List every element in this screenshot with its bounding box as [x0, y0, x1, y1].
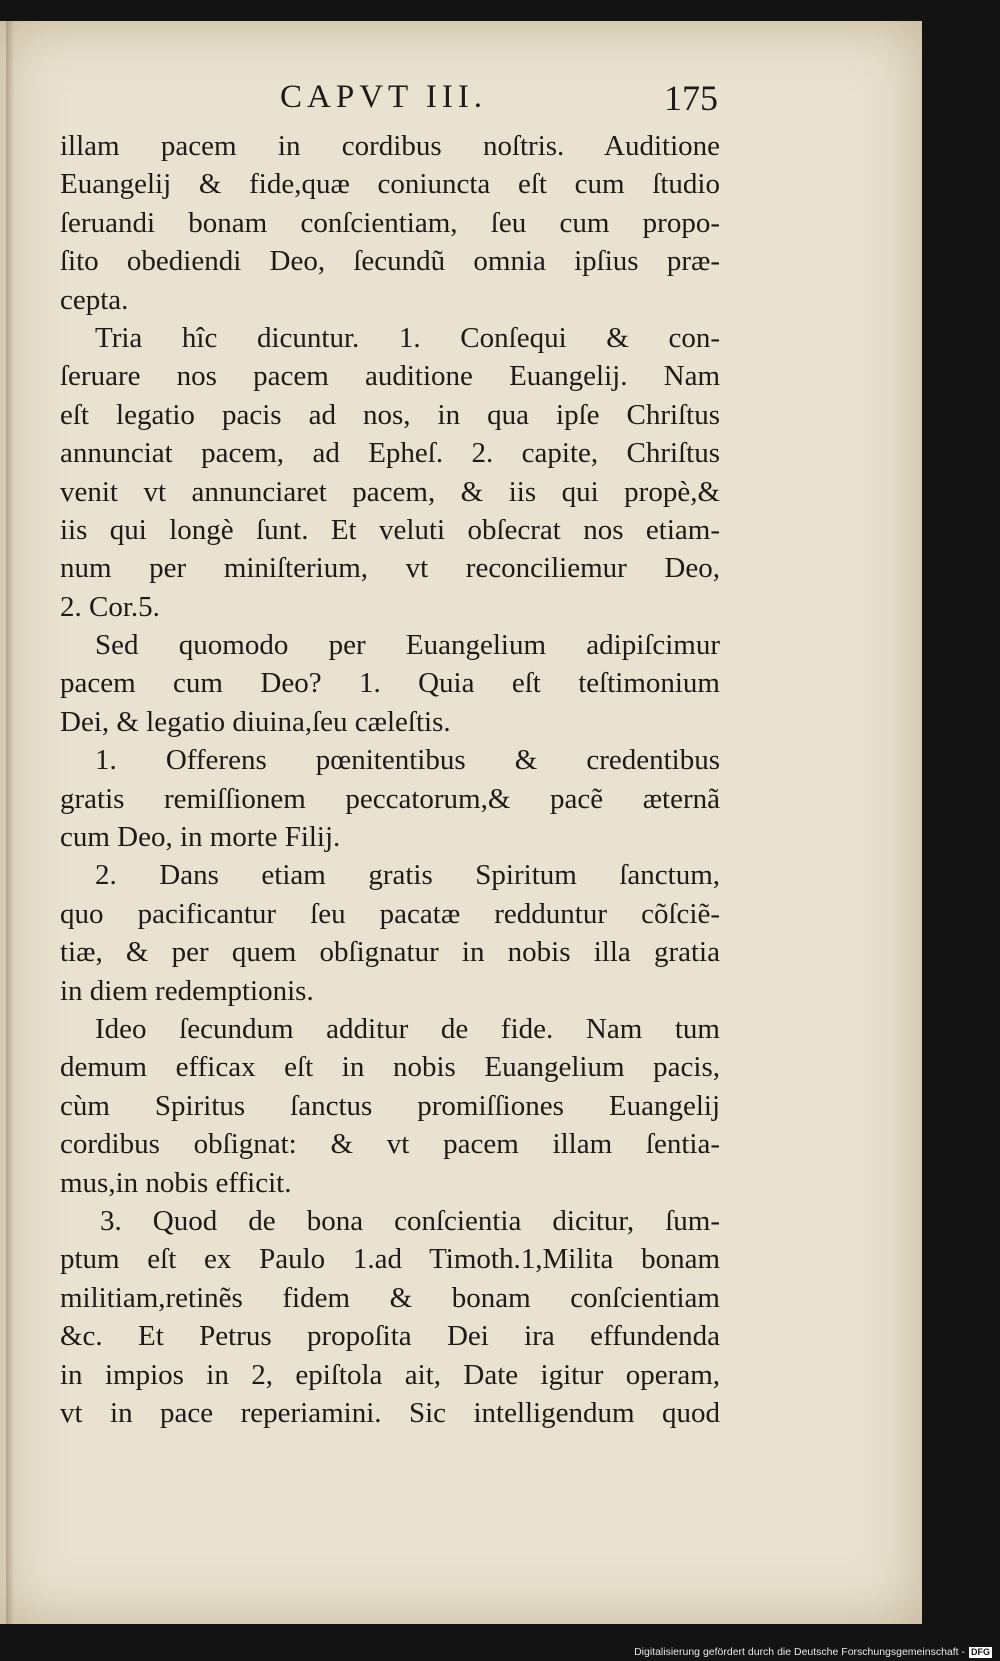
running-title: CAPVT III. [280, 79, 488, 115]
text-line: cum Deo, in morte Filij. [60, 821, 341, 854]
digitization-footer [634, 1646, 992, 1658]
text-line: num per miniſterium, vt reconciliemur Deo, [60, 552, 720, 585]
page-number: 175 [664, 78, 718, 118]
running-header [0, 69, 922, 125]
text-line: ſeruandi bonam conſcientiam, ſeu cum propo- [60, 206, 720, 239]
text-line: gratis remiſſionem peccatorum,& pacẽ æternã [60, 782, 720, 815]
text-line: cordibus obſignat: & vt pacem illam ſentia- [60, 1128, 720, 1161]
text-line: quo pacificantur ſeu pacatæ redduntur cõſciẽ- [60, 897, 720, 930]
text-line: cepta. [60, 283, 129, 316]
text-line: Sed quomodo per Euangelium adipiſcimur [95, 629, 720, 662]
text-line: vt in pace reperiamini. Sic intelligendum quod [60, 1396, 720, 1429]
text-line: Euangelij & fide,quæ coniuncta eſt cum ſtudio [60, 168, 720, 201]
dfg-logo: DFG [971, 1646, 990, 1657]
text-line: tiæ, & per quem obſignatur in nobis illa gratia [60, 936, 720, 969]
text-line: &c. Et Petrus propoſita Dei ira effundenda [60, 1320, 720, 1353]
text-line: iis qui longè ſunt. Et veluti obſecrat nos etiam- [60, 513, 720, 546]
text-line: mus,in nobis efficit. [60, 1166, 292, 1199]
text-line: annunciat pacem, ad Epheſ. 2. capite, Chriſtus [60, 437, 720, 470]
page-edge-shadow [6, 21, 14, 1624]
text-line: 1. Offerens pœnitentibus & credentibus [95, 744, 720, 777]
book-page [0, 21, 922, 1624]
text-line: ptum eſt ex Paulo 1.ad Timoth.1,Milita bonam [60, 1243, 720, 1276]
text-line: Ideo ſecundum additur de fide. Nam tum [95, 1012, 720, 1045]
text-line: 2. Cor.5. [60, 590, 160, 623]
digitization-credit: Digitalisierung gefördert durch die Deutsche Forschungsgemeinschaft - [634, 1646, 965, 1658]
text-line: militiam,retinẽs fidem & bonam conſcientiam [60, 1281, 720, 1314]
body-text [60, 127, 720, 1432]
text-line: ſeruare nos pacem auditione Euangelij. Nam [60, 360, 720, 393]
text-line: 3. Quod de bona conſcientia dicitur, ſum- [100, 1204, 720, 1237]
text-line: pacem cum Deo? 1. Quia eſt teſtimonium [60, 667, 720, 700]
text-line: eſt legatio pacis ad nos, in qua ipſe Chriſtus [60, 398, 720, 431]
text-line: 2. Dans etiam gratis Spiritum ſanctum, [95, 859, 720, 892]
text-line: in impios in 2, epiſtola ait, Date igitur operam, [60, 1358, 720, 1391]
text-line: Tria hîc dicuntur. 1. Conſequi & con- [95, 321, 720, 354]
text-line: Dei, & legatio diuina,ſeu cæleſtis. [60, 705, 451, 738]
text-line: illam pacem in cordibus noſtris. Auditione [60, 130, 720, 162]
text-line: ſito obediendi Deo, ſecundũ omnia ipſius præ- [60, 245, 720, 278]
text-line: venit vt annunciaret pacem, & iis qui propè,& [60, 475, 720, 508]
text-line: cùm Spiritus ſanctus promiſſiones Euangelij [60, 1089, 720, 1122]
text-line: in diem redemptionis. [60, 974, 314, 1007]
text-line: demum efficax eſt in nobis Euangelium pacis, [60, 1051, 720, 1084]
